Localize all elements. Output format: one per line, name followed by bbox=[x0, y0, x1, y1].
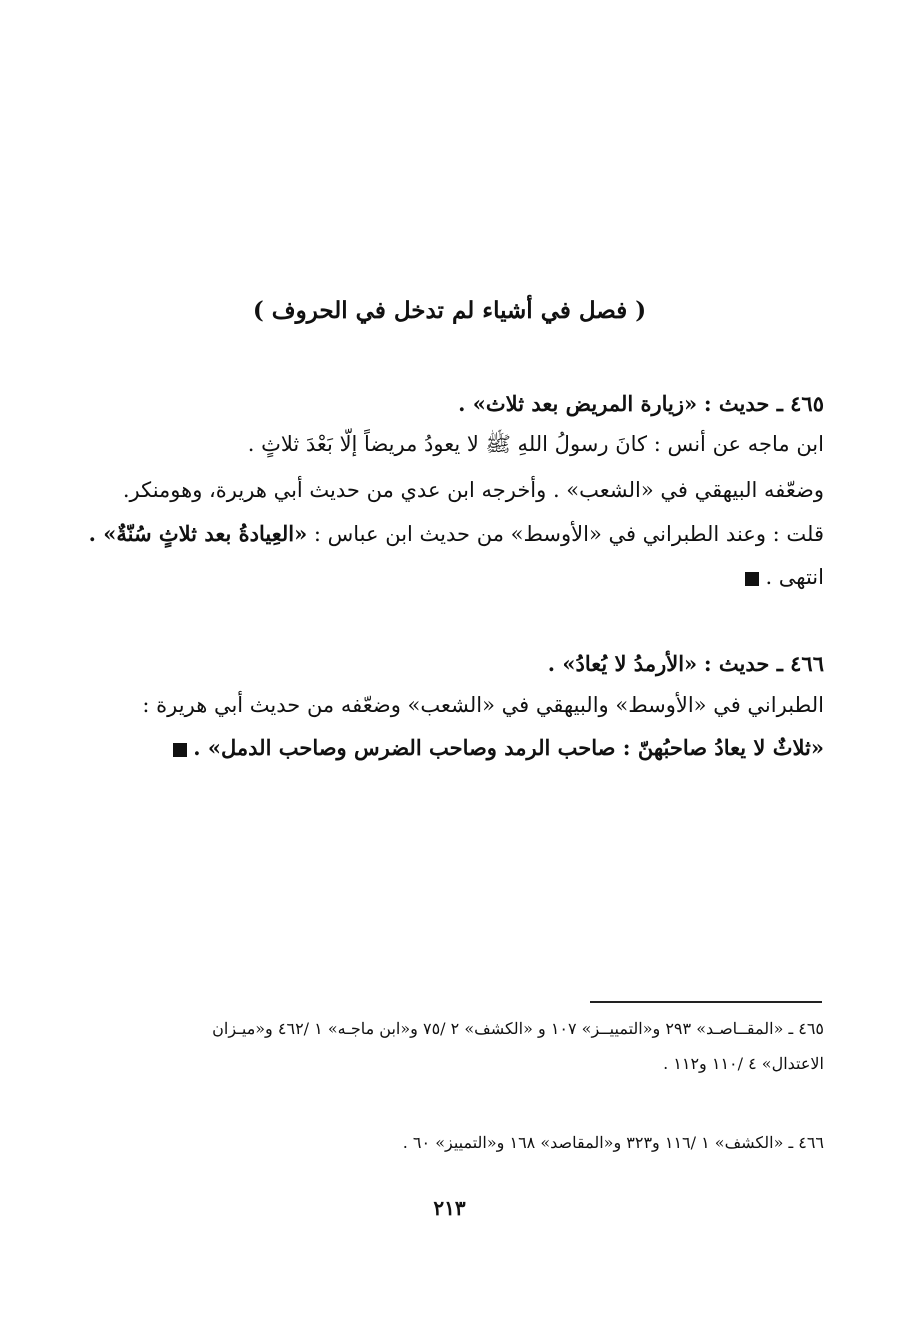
hadith-466-line-2: الطبراني في «الأوسط» والبيهقي في «الشعب» وضعّفه من حديث أبي هريرة : bbox=[142, 693, 824, 717]
hadith-466-quote: «ثلاثٌ لا يعادُ صاحبُهنّ : صاحب الرمد وصاحب الضرس وصاحب الدمل» . bbox=[193, 735, 824, 760]
hadith-465-line-3: وضعّفه البيهقي في «الشعب» . وأخرجه ابن عدي من حديث أبي هريرة، وهومنكر. bbox=[122, 478, 824, 502]
footnote-divider bbox=[590, 1001, 822, 1003]
hadith-466-number: ٤٦٦ ـ حديث : bbox=[703, 651, 824, 676]
end-square-icon bbox=[745, 572, 759, 586]
end-square-icon bbox=[173, 743, 187, 757]
hadith-465-heading bbox=[458, 389, 824, 419]
page-number: ٢١٣ bbox=[433, 1196, 466, 1220]
hadith-466-heading bbox=[548, 649, 824, 679]
footnote-465-line-2: الاعتدال» ٤ /١١٠ و١١٢ . bbox=[663, 1054, 824, 1073]
hadith-466-title: «الأرمدُ لا يُعادُ» . bbox=[547, 651, 698, 676]
hadith-465-line-4 bbox=[89, 519, 824, 549]
hadith-465-quote: «العِيادةُ بعد ثلاثٍ سُنّةٌ» . bbox=[88, 521, 308, 546]
hadith-465-line-4-start: قلت : وعند الطبراني في «الأوسط» من حديث ابن عباس : bbox=[313, 522, 824, 546]
hadith-466-line-3 bbox=[169, 733, 824, 763]
hadith-465-title: «زيارة المريض بعد ثلاث» . bbox=[458, 391, 698, 416]
hadith-465-line-5 bbox=[741, 562, 824, 592]
hadith-465-ending: انتهى . bbox=[765, 565, 824, 589]
hadith-465-line-2: ابن ماجه عن أنس : كانَ رسولُ اللهِ ﷺ لا يعودُ مريضاً إلّا بَعْدَ ثلاثٍ . bbox=[247, 432, 824, 456]
hadith-465-number: ٤٦٥ ـ حديث : bbox=[703, 391, 824, 416]
section-title: ( فصل في أشياء لم تدخل في الحروف ) bbox=[252, 297, 647, 324]
footnote-466: ٤٦٦ ـ «الكشف» ١ /١١٦ و٣٢٣ و«المقاصد» ١٦٨ و«التمييز» ٦٠ . bbox=[402, 1133, 824, 1152]
footnote-465-line-1: ٤٦٥ ـ «المقــاصـد» ٢٩٣ و«التمييــز» ١٠٧ و «الكشف» ٢ /٧٥ و«ابن ماجـه» ١ /٤٦٢ و«ميـزان bbox=[212, 1019, 824, 1038]
